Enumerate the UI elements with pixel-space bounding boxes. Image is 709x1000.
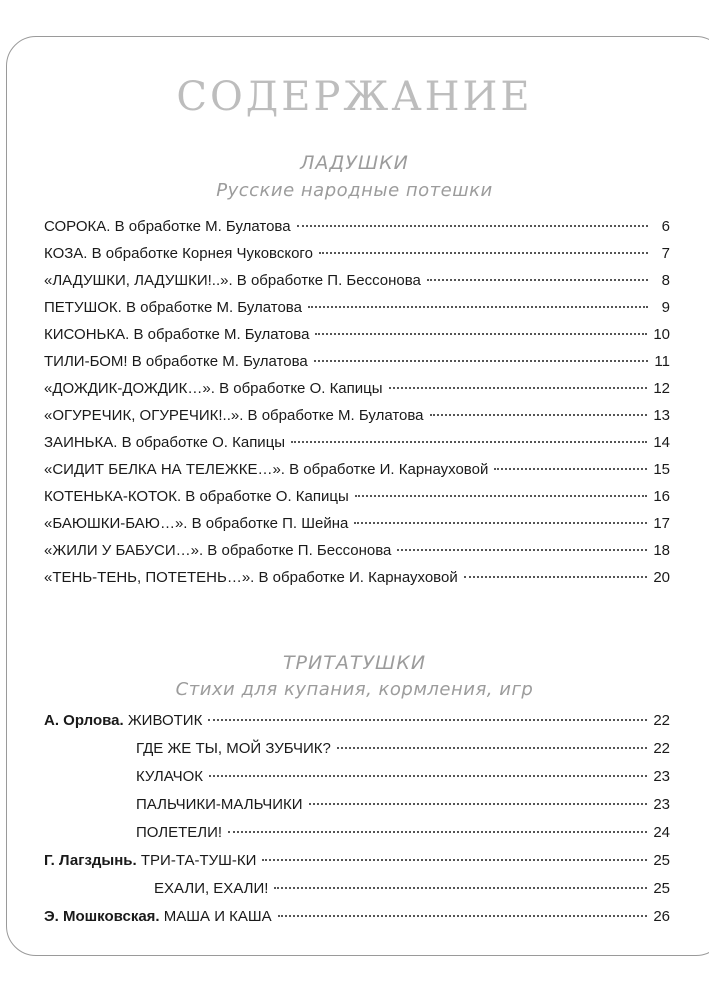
toc-entry-page: 13: [653, 407, 670, 424]
toc-entry[interactable]: [44, 245, 670, 267]
toc-entry[interactable]: [44, 569, 670, 591]
toc-entry-author: Э. Мошковская.: [44, 908, 160, 925]
toc-entry-page: 18: [653, 542, 670, 559]
toc-entry-text: «ДОЖДИК-ДОЖДИК…». В обработке О. Капицы: [44, 380, 383, 397]
toc-entry[interactable]: [44, 488, 670, 510]
toc-entry-page: 15: [653, 461, 670, 478]
toc-entry-text: «ТЕНЬ-ТЕНЬ, ПОТЕТЕНЬ…». В обработке И. Карнауховой: [44, 569, 458, 586]
toc-entry-text: ЗАИНЬКА. В обработке О. Капицы: [44, 434, 286, 451]
leader-dots: [314, 360, 648, 362]
toc-entry-title: КУЛАЧОК: [136, 768, 204, 785]
toc-entry[interactable]: [136, 824, 670, 846]
toc-entry-text: КИСОНЬКА. В обработке М. Булатова: [44, 326, 310, 343]
toc-entry[interactable]: [154, 880, 670, 902]
toc-entry-text: [44, 712, 202, 729]
page-title: СОДЕРЖАНИЕ: [176, 74, 533, 120]
toc-entry-text: «БАЮШКИ-БАЮ…». В обработке П. Шейна: [44, 515, 349, 532]
toc-entry[interactable]: [44, 380, 670, 402]
toc-entry-page: 16: [653, 488, 670, 505]
leader-dots: [337, 747, 648, 749]
toc-entry-text: «ЖИЛИ У БАБУСИ…». В обработке П. Бессонова: [44, 542, 392, 559]
toc-entry-page: 24: [653, 824, 670, 841]
toc-entry-text: СОРОКА. В обработке М. Булатова: [44, 218, 291, 235]
leader-dots: [228, 831, 647, 833]
toc-entry[interactable]: [44, 218, 670, 240]
leader-dots: [355, 495, 648, 497]
toc-entry-text: ПЕТУШОК. В обработке М. Булатова: [44, 299, 302, 316]
toc-entry-page: 20: [653, 569, 670, 586]
section-title-ladushki: ЛАДУШКИ: [300, 152, 409, 174]
section-subtitle-tritatushki: Стихи для купания, кормления, игр: [175, 679, 534, 700]
toc-entry-text: «СИДИТ БЕЛКА НА ТЕЛЕЖКЕ…». В обработке И. Карнауховой: [44, 461, 489, 478]
toc-entry[interactable]: [44, 542, 670, 564]
toc-entry-page: 23: [653, 768, 670, 785]
toc-entry-page: 26: [653, 908, 670, 925]
toc-entry[interactable]: [44, 515, 670, 537]
toc-entry-page: 17: [653, 515, 670, 532]
toc-entry-page: 7: [661, 245, 670, 262]
toc-entry-title: ЕХАЛИ, ЕХАЛИ!: [154, 880, 269, 897]
toc-entry-text: «ОГУРЕЧИК, ОГУРЕЧИК!..». В обработке М. Булатова: [44, 407, 424, 424]
toc-entry[interactable]: [44, 326, 670, 348]
toc-entry-page: 23: [653, 796, 670, 813]
leader-dots: [274, 887, 647, 889]
toc-entry-page: 6: [661, 218, 670, 235]
toc-entry-page: 25: [653, 852, 670, 869]
leader-dots: [309, 803, 648, 805]
toc-entry-page: 10: [653, 326, 670, 343]
leader-dots: [278, 915, 648, 917]
toc-entry-text: [44, 908, 272, 925]
toc-entry[interactable]: [44, 407, 670, 429]
toc-entry-page: 14: [653, 434, 670, 451]
leader-dots: [297, 225, 648, 227]
toc-entry-page: 25: [653, 880, 670, 897]
toc-entry[interactable]: [136, 796, 670, 818]
toc-entry-text: КОЗА. В обработке Корнея Чуковского: [44, 245, 313, 262]
leader-dots: [389, 387, 648, 389]
toc-entry[interactable]: [44, 272, 670, 294]
leader-dots: [494, 468, 647, 470]
leader-dots: [427, 279, 648, 281]
toc-entry[interactable]: [44, 852, 670, 874]
toc-entry-page: 12: [653, 380, 670, 397]
toc-entry-page: 9: [661, 299, 670, 316]
leader-dots: [308, 306, 648, 308]
leader-dots: [319, 252, 648, 254]
toc-entry-text: [44, 852, 256, 869]
toc-entry-text: ТИЛИ-БОМ! В обработке М. Булатова: [44, 353, 308, 370]
leader-dots: [430, 414, 648, 416]
toc-entry[interactable]: [44, 461, 670, 483]
toc-entry[interactable]: [44, 353, 670, 375]
toc-entry-title: ГДЕ ЖЕ ТЫ, МОЙ ЗУБЧИК?: [136, 740, 331, 757]
leader-dots: [291, 441, 647, 443]
toc-entry[interactable]: [44, 434, 670, 456]
toc-entry[interactable]: [44, 712, 670, 734]
toc-entry-title: ТРИ-ТА-ТУШ-КИ: [140, 852, 257, 869]
leader-dots: [208, 719, 647, 721]
toc-entry-title: МАША И КАША: [163, 908, 272, 925]
section-title-tritatushki: ТРИТАТУШКИ: [282, 652, 427, 674]
toc-entry-page: 22: [653, 740, 670, 757]
leader-dots: [397, 549, 647, 551]
toc-entry-page: 22: [653, 712, 670, 729]
leader-dots: [464, 576, 648, 578]
section-subtitle-ladushki: Русские народные потешки: [216, 180, 493, 201]
toc-entry-title: ПАЛЬЧИКИ-МАЛЬЧИКИ: [136, 796, 303, 813]
leader-dots: [209, 775, 647, 777]
toc-entry-title: ПОЛЕТЕЛИ!: [136, 824, 223, 841]
toc-entry-author: А. Орлова.: [44, 712, 124, 729]
toc-entry[interactable]: [44, 908, 670, 930]
leader-dots: [315, 333, 647, 335]
toc-entry[interactable]: [44, 299, 670, 321]
toc-entry[interactable]: [136, 740, 670, 762]
leader-dots: [262, 859, 647, 861]
toc-entry-title: ЖИВОТИК: [127, 712, 203, 729]
toc-entry[interactable]: [136, 768, 670, 790]
leader-dots: [354, 522, 647, 524]
toc-entry-text: КОТЕНЬКА-КОТОК. В обработке О. Капицы: [44, 488, 349, 505]
toc-entry-page: 11: [654, 353, 670, 370]
toc-entry-author: Г. Лагздынь.: [44, 852, 137, 869]
toc-entry-text: «ЛАДУШКИ, ЛАДУШКИ!..». В обработке П. Бессонова: [44, 272, 421, 289]
toc-entry-page: 8: [661, 272, 670, 289]
